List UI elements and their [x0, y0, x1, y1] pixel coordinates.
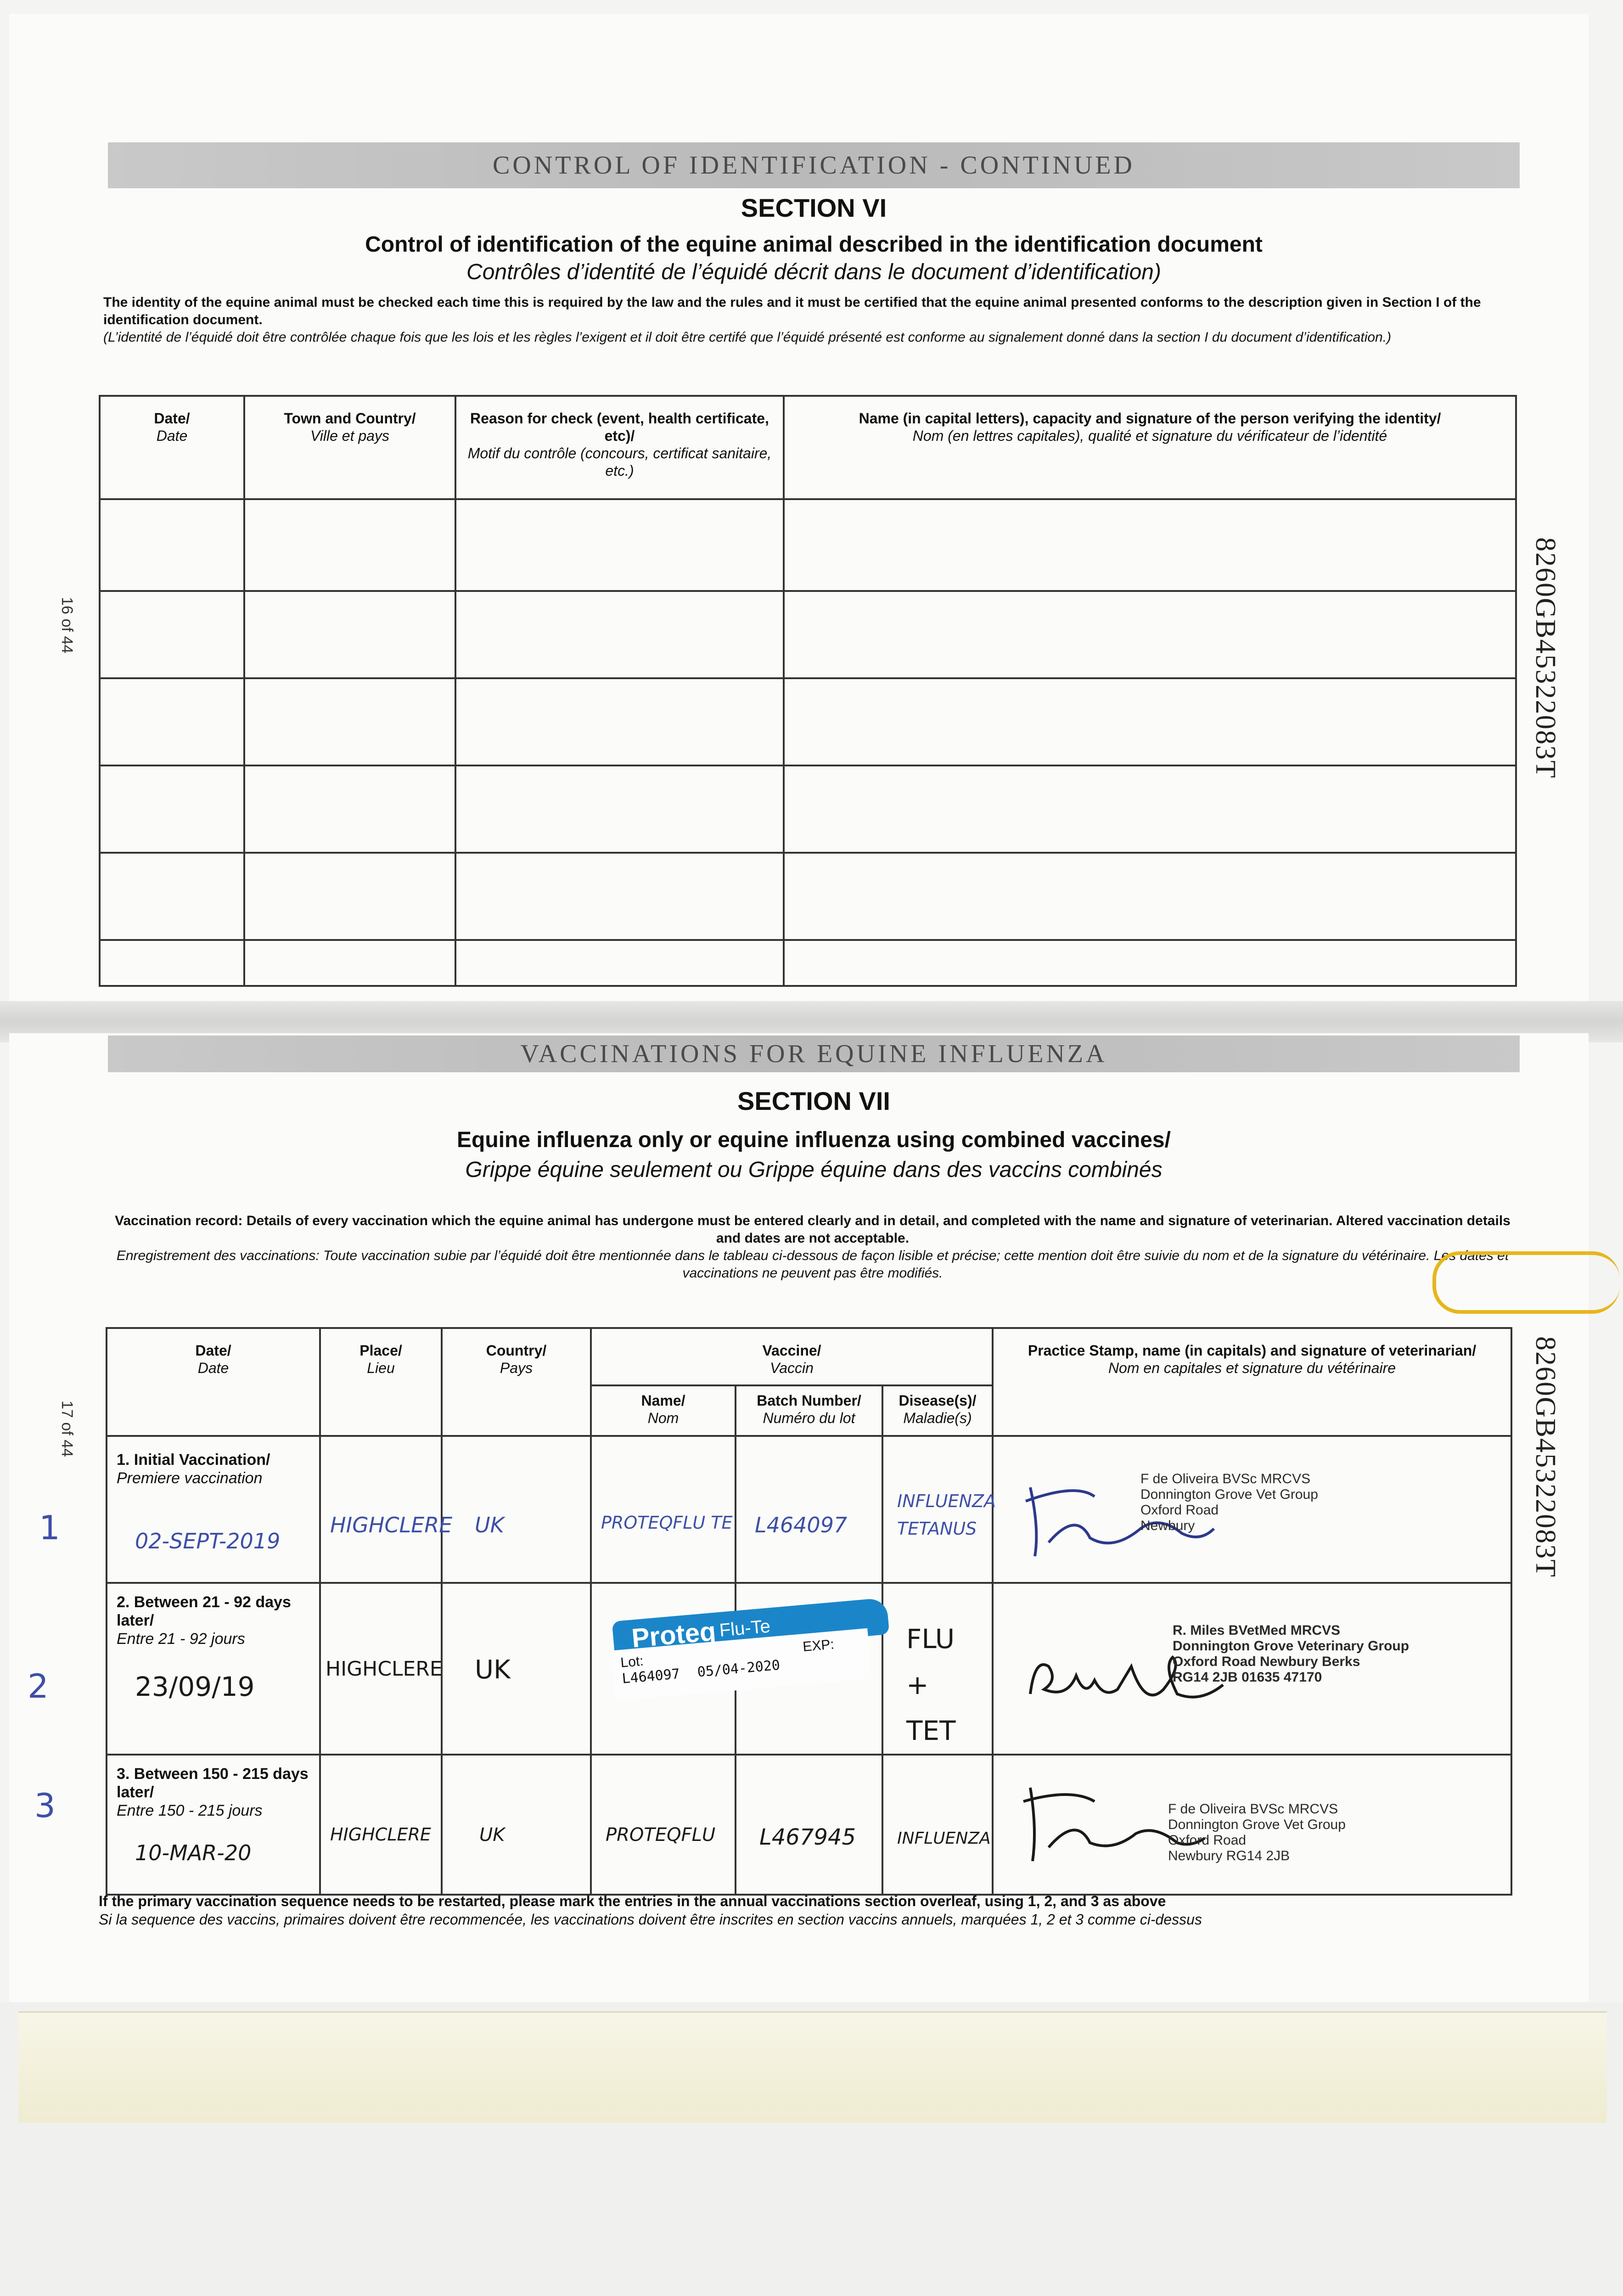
footnote — [99, 1892, 1517, 1929]
header-date: Date/ Date — [100, 396, 244, 499]
practice-stamp-3: F de Oliveira BVSc MRCVS Donnington Grove Vet Group Oxford Road Newbury RG14 2JB — [1168, 1801, 1346, 1863]
section-vi-instructions — [103, 294, 1522, 346]
header-town-country: Town and Country/ Ville et pays — [244, 396, 455, 499]
row-label: 2. Between 21 - 92 days later/ Entre 21 - 92 jours — [117, 1593, 291, 1648]
instructions-fr: Toute vaccination subie par l’équidé doit être mentionnée dans le tableau ci-dessous de façon lisible et précise; cette mention doit être suivie du nom et de la signature du vétérinaire. Les dates et vaccinations ne peuvent pas être modifiés. — [323, 1248, 1509, 1281]
margin-number-2: 2 — [28, 1667, 49, 1705]
header-country: Country/ Pays — [442, 1328, 591, 1436]
passport-cover-edge — [18, 2011, 1607, 2123]
practice-stamp-1: F de Oliveira BVSc MRCVS Donnington Grove Vet Group Oxford Road Newbury — [1140, 1471, 1318, 1533]
batch-number: L464097 — [755, 1513, 848, 1537]
header-date: Date/ Date — [107, 1328, 320, 1436]
row-batch-cell — [736, 1755, 882, 1895]
section-vii-subtitle-en: Equine influenza only or equine influenza using combined vaccines/ — [457, 1128, 1171, 1152]
row-country-cell — [442, 1436, 591, 1583]
section-vi-title: SECTION VI — [741, 193, 887, 222]
sticker-lot: L464097 — [621, 1666, 681, 1687]
paper-clip — [1432, 1251, 1620, 1314]
sticker-lot-label: Lot: — [620, 1653, 644, 1671]
disease: INFLUENZA TETANUS — [897, 1491, 996, 1539]
row-date-cell — [107, 1755, 320, 1895]
vaccination-date: 02-SEPT-2019 — [135, 1529, 281, 1553]
header-vaccine: Vaccine/ Vaccin — [591, 1328, 993, 1385]
vaccination-date: 10-MAR-20 — [135, 1840, 252, 1865]
vaccination-place: HIGHCLERE — [330, 1824, 431, 1845]
vaccination-record-label: Vaccination record: — [115, 1213, 243, 1228]
header-verifier: Name (in capital letters), capacity and signature of the person verifying the identity/ Nom (en lettres capitales), qualité et signature du vérificateur de l’identité — [784, 396, 1516, 499]
page-number: 17 of 44 — [58, 1401, 76, 1457]
instructions-fr: (L’identité de l’équidé doit être contrôlée chaque fois que les lois et les règles l’exigent et il doit être certifé que l’équidé présenté est conforme au signalement donné dans la section I du document d’identification.) — [103, 330, 1392, 345]
banner-title: CONTROL OF IDENTIFICATION - CONTINUED — [493, 151, 1135, 180]
instructions-en: Details of every vaccination which the equine animal has undergone must be entered clearly and in detail, and completed with the name and signature of veterinarian. Altered vaccination details and dates are not acceptable. — [246, 1213, 1511, 1246]
row-name-cell — [591, 1755, 736, 1895]
margin-number-3: 3 — [34, 1786, 56, 1825]
table-row — [100, 940, 1516, 986]
row-place-cell — [320, 1583, 442, 1755]
table-row — [100, 591, 1516, 678]
row-country-cell — [442, 1583, 591, 1755]
vaccination-place: HIGHCLERE — [326, 1657, 443, 1681]
row-country-cell — [442, 1755, 591, 1895]
row-date-cell — [107, 1436, 320, 1583]
section-vii-banner — [108, 1035, 1520, 1072]
passport-number: 8260GB45322083T — [1530, 537, 1561, 779]
section-vi-subtitle-en: Control of identification of the equine animal described in the identification document — [365, 232, 1263, 257]
header-batch-number: Batch Number/ Numéro du lot — [736, 1385, 882, 1436]
vaccination-row-3 — [107, 1755, 1511, 1895]
table-row — [100, 853, 1516, 940]
sticker-brand: Proteq — [630, 1616, 717, 1654]
row-place-cell — [320, 1755, 442, 1895]
section-vii-subtitle-fr: Grippe équine seulement ou Grippe équine dans des vaccins combinés — [465, 1158, 1162, 1182]
row-name-cell — [591, 1436, 736, 1583]
instructions-en: The identity of the equine animal must be checked each time this is required by the law and the rules and it must be certified that the equine animal presented conforms to the description given in Section I of the identification document. — [103, 295, 1481, 327]
header-vaccine-name: Name/ Nom — [591, 1385, 736, 1436]
sticker-product: Flu-Te — [718, 1615, 771, 1641]
identification-check-table — [99, 395, 1517, 987]
batch-number: L467945 — [759, 1824, 856, 1850]
row-label: 1. Initial Vaccination/ Premiere vaccination — [117, 1451, 270, 1487]
row-batch-cell — [736, 1436, 882, 1583]
practice-stamp-2: R. Miles BVetMed MRCVS Donnington Grove Veterinary Group Oxford Road Newbury Berks RG14 2JB 01635 47170 — [1173, 1623, 1410, 1685]
header-practice-stamp: Practice Stamp, name (in capitals) and signature of veterinarian/ Nom en capitales et signature du vétérinaire — [993, 1328, 1511, 1436]
row-date-cell — [107, 1583, 320, 1755]
vaccination-place: HIGHCLERE — [330, 1513, 453, 1537]
sticker-exp-label: EXP: — [802, 1637, 835, 1655]
section-vii-title: SECTION VII — [737, 1086, 890, 1115]
sticker-exp: 05/04-2020 — [696, 1657, 781, 1681]
table-row — [100, 765, 1516, 853]
vaccine-name: PROTEQFLU — [606, 1824, 716, 1846]
vaccination-country: UK — [479, 1824, 505, 1846]
header-disease: Disease(s)/ Maladie(s) — [882, 1385, 993, 1436]
vaccination-date: 23/09/19 — [135, 1671, 255, 1702]
footnote-en: If the primary vaccination sequence needs to be restarted, please mark the entries in the annual vaccinations section overleaf, using 1, 2, and 3 as above — [99, 1893, 1166, 1909]
section-vi-subtitle-fr: Contrôles d’identité de l’équidé décrit dans le document d’identification) — [466, 260, 1161, 284]
margin-number-1: 1 — [39, 1508, 60, 1547]
row-label: 3. Between 150 - 215 days later/ Entre 150 - 215 jours — [117, 1765, 309, 1819]
table-row — [100, 678, 1516, 765]
disease: FLU + TET — [906, 1623, 956, 1746]
row-stamp-cell — [993, 1755, 1511, 1895]
disease: INFLUENZA — [897, 1829, 991, 1848]
page-number: 16 of 44 — [58, 597, 76, 653]
row-disease-cell — [882, 1436, 996, 1583]
vaccine-name: PROTEQFLU TE — [601, 1513, 733, 1533]
table-row — [100, 499, 1516, 591]
footnote-fr: Si la sequence des vaccins, primaires doivent être recommencée, les vaccinations doivent être inscrites en section vaccins annuels, marquées 1, 2 et 3 comme ci-dessus — [99, 1911, 1202, 1928]
banner-title: VACCINATIONS FOR EQUINE INFLUENZA — [520, 1040, 1107, 1068]
row-stamp-cell — [993, 1583, 1511, 1755]
row-place-cell — [320, 1436, 453, 1583]
header-place: Place/ Lieu — [320, 1328, 442, 1436]
section-vii-instructions — [110, 1212, 1515, 1282]
header-reason: Reason for check (event, health certificate, etc)/ Motif du contrôle (concours, certificat sanitaire, etc.) — [455, 396, 784, 499]
row-disease-cell — [882, 1755, 993, 1895]
row-disease-cell — [882, 1583, 993, 1755]
section-vi-banner — [108, 142, 1520, 188]
row-stamp-cell — [993, 1436, 1511, 1583]
vaccination-country: UK — [475, 1513, 504, 1537]
passport-number: 8260GB45322083T — [1530, 1336, 1561, 1578]
enregistrement-label: Enregistrement des vaccinations: — [116, 1248, 320, 1263]
vaccination-country: UK — [475, 1655, 511, 1685]
vaccination-row-1 — [107, 1436, 1511, 1583]
